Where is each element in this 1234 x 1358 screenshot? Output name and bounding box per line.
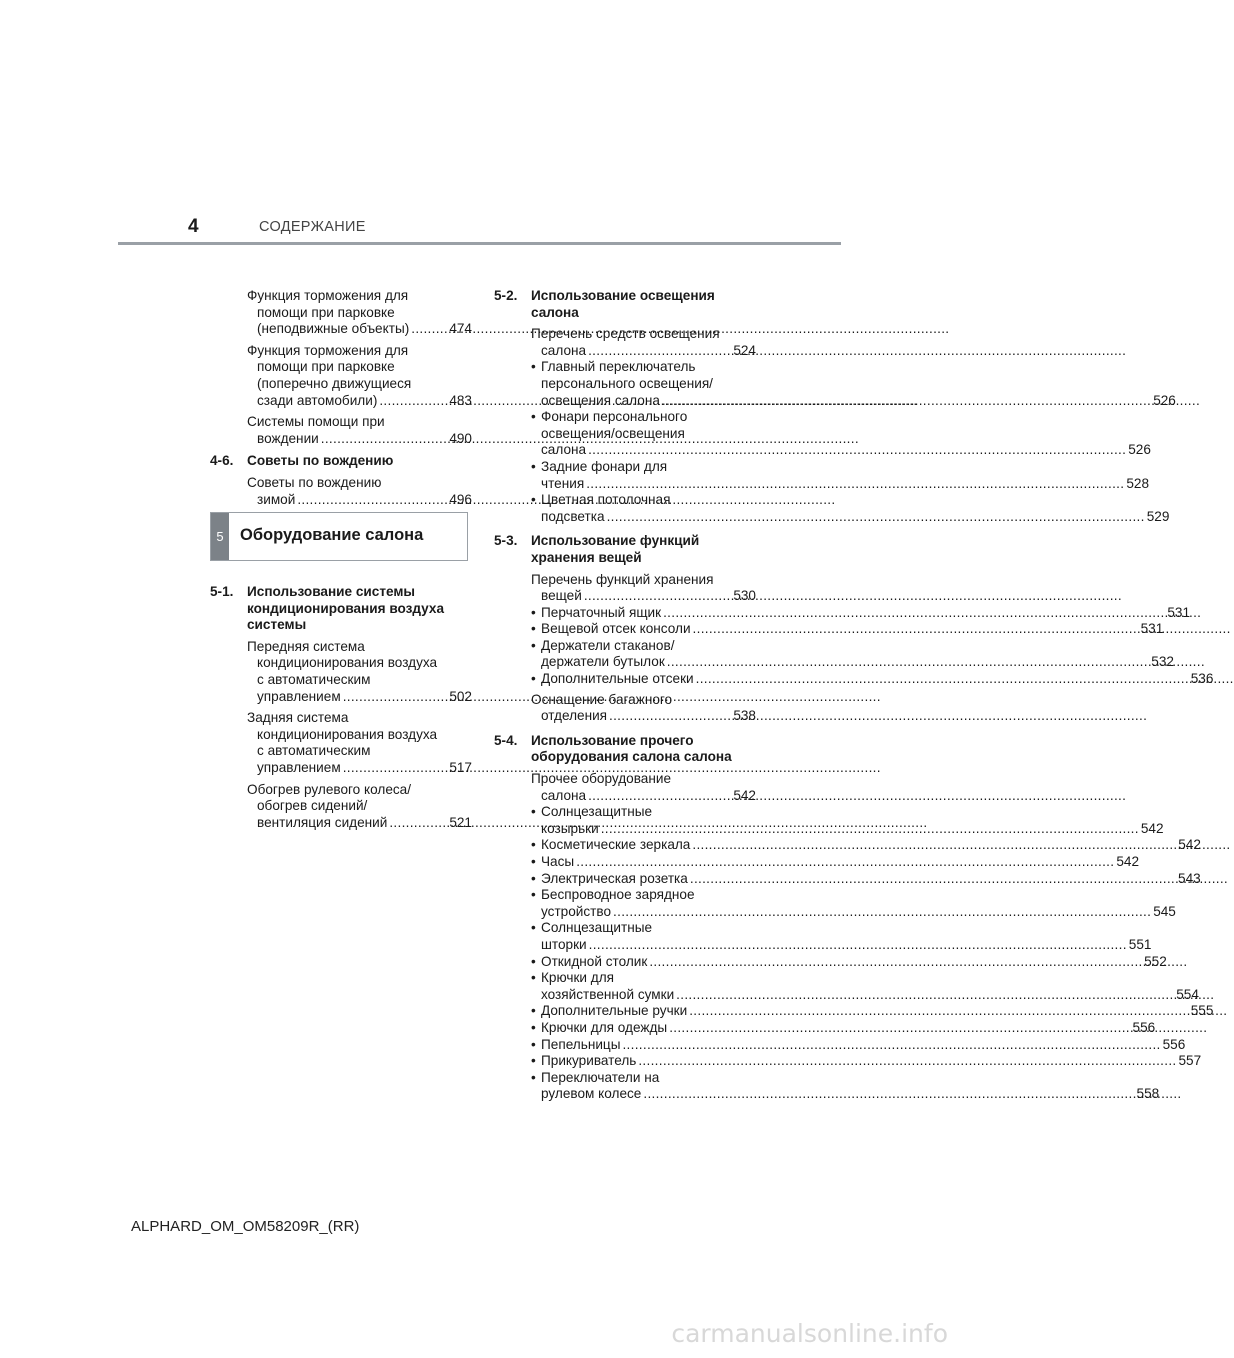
toc-entry	[531, 771, 756, 804]
toc-bullet-last-line	[541, 621, 1163, 638]
subsection-number: 5-3.	[494, 533, 518, 549]
toc-entry-line: Функция торможения для	[247, 288, 409, 303]
page-ref: 531	[1167, 604, 1191, 620]
toc-bullet-body	[541, 1020, 1155, 1037]
bullet-marker: •	[531, 637, 536, 653]
bullet-marker: •	[531, 458, 536, 474]
toc-entry-last-line	[531, 708, 756, 725]
leader-dots	[663, 605, 1165, 622]
page-ref: 529	[1146, 508, 1170, 524]
toc-entry	[531, 326, 756, 359]
leader-dots	[609, 708, 731, 725]
toc-entry	[247, 475, 472, 508]
toc-bullet-line: Главный переключатель	[541, 359, 696, 375]
page-ref: 526	[1153, 392, 1176, 408]
toc-bullet-last-line	[541, 904, 1176, 921]
toc-bullet-item	[531, 887, 1176, 920]
toc-bullet-label: Косметические зеркала	[541, 837, 691, 853]
toc-bullet-body	[541, 459, 1149, 492]
toc-entry	[247, 414, 472, 447]
toc-bullet-label: устройство	[541, 903, 612, 919]
subsection-heading	[494, 733, 756, 766]
page-ref: 524	[733, 342, 756, 358]
bullet-marker: •	[531, 887, 536, 903]
toc-entry-last-line	[531, 588, 756, 605]
bullet-marker: •	[531, 837, 536, 853]
subsection-number: 4-6.	[210, 453, 234, 469]
subsection-title	[531, 288, 756, 321]
leader-dots	[589, 937, 1127, 954]
toc-bullet-label: рулевом колесе	[541, 1086, 642, 1102]
toc-bullet-item	[531, 458, 1150, 492]
toc-bullet-label: Вещевой отсек консоли	[541, 621, 691, 637]
toc-bullet-line: Крючки для	[541, 970, 614, 986]
bullet-marker: •	[531, 970, 536, 986]
toc-bullet-item	[531, 1053, 1202, 1070]
toc-entry-label: вождении	[257, 430, 319, 446]
leader-dots	[662, 393, 1151, 410]
toc-bullet-last-line	[541, 854, 1139, 871]
bullet-marker: •	[531, 1053, 536, 1069]
toc-entry	[247, 343, 472, 409]
toc-bullet-last-line	[541, 937, 1151, 954]
toc-bullet-body	[541, 605, 1190, 622]
toc-bullet-last-line	[541, 654, 1174, 671]
page-ref: 551	[1128, 936, 1152, 952]
toc-bullet-line: освещения/освещения	[541, 425, 685, 441]
toc-bullet-line: Беспроводное зарядное	[541, 887, 695, 903]
toc-entry-line: Функция торможения для	[247, 342, 409, 358]
toc-bullet-body	[541, 837, 1201, 854]
toc-bullet-label: чтения	[541, 475, 585, 491]
toc-bullet-line: Держатели стаканов/	[541, 637, 675, 653]
toc-entry-label: управлением	[257, 688, 341, 704]
toc-bullet-last-line	[541, 954, 1167, 971]
toc-entry-text	[247, 414, 472, 447]
leader-dots	[689, 1003, 1189, 1020]
toc-bullet-body	[541, 954, 1167, 971]
section-title: СОДЕРЖАНИЕ	[259, 219, 366, 235]
bullet-marker: •	[531, 621, 536, 637]
bullet-marker: •	[531, 1036, 536, 1052]
toc-bullet-label: освещения салона	[541, 392, 660, 408]
bullet-marker: •	[531, 359, 536, 375]
bullet-marker: •	[531, 854, 536, 869]
leader-dots	[693, 621, 1139, 638]
toc-entry-line: Советы по вождению	[247, 474, 382, 490]
toc-bullet-line: Солнцезащитные	[541, 804, 653, 820]
leader-dots	[297, 492, 447, 509]
toc-bullet-last-line	[541, 509, 1169, 526]
leader-dots	[690, 871, 1176, 888]
toc-entry	[247, 710, 472, 776]
toc-bullet-item	[531, 409, 1151, 459]
subsection-number: 5-4.	[494, 732, 518, 748]
leader-dots	[588, 788, 731, 805]
chapter-box	[210, 512, 468, 561]
toc-bullet-body	[541, 1003, 1213, 1020]
toc-bullet-line: Переключатели на	[541, 1069, 660, 1085]
leader-dots	[576, 854, 1114, 871]
subsection-title-line: салона	[531, 304, 579, 320]
toc-entry-text	[531, 326, 756, 359]
toc-entry-label: вентиляция сидений	[257, 814, 388, 830]
toc-bullet-body	[541, 887, 1176, 920]
page-ref: 554	[1176, 986, 1199, 1002]
toc-bullet-item	[531, 837, 1201, 854]
page-ref: 490	[449, 430, 472, 446]
toc-bullet-item	[531, 1019, 1156, 1037]
leader-dots	[643, 1086, 1134, 1103]
page-ref: 517	[449, 759, 472, 775]
toc-bullet-label: Перчаточный ящик	[541, 604, 662, 620]
page-ref: 542	[1140, 820, 1164, 836]
subsection-title	[247, 584, 472, 634]
subsection-title-line: Использование системы	[247, 584, 416, 599]
toc-entry-line: помощи при парковке	[257, 359, 395, 375]
toc-bullet-body	[541, 854, 1139, 871]
toc-entry-label: зимой	[257, 491, 296, 507]
leader-dots	[696, 671, 1189, 688]
toc-bullet-body	[541, 671, 1213, 688]
toc-entry-label: управлением	[257, 759, 341, 775]
leader-dots	[379, 393, 447, 410]
toc-entry-text	[247, 343, 472, 409]
toc-bullet-body	[541, 621, 1163, 638]
page-ref: 558	[1136, 1086, 1160, 1102]
toc-entry-text	[247, 710, 472, 776]
subsection-title: Советы по вождению	[247, 453, 394, 469]
toc-bullet-item	[531, 671, 1214, 688]
toc-bullet-item	[531, 920, 1152, 953]
toc-bullet-last-line	[541, 987, 1199, 1004]
toc-entry-line: (поперечно движущиеся	[257, 375, 412, 391]
page-ref: 542	[1116, 854, 1140, 869]
toc-entry-line: Перечень средств освещения	[531, 326, 720, 342]
leader-dots	[613, 904, 1151, 921]
toc-entry-text	[247, 782, 472, 832]
toc-bullet-last-line	[541, 821, 1164, 838]
page-ref: 530	[733, 588, 756, 604]
page-ref: 536	[1190, 671, 1214, 687]
toc-bullet-line: Солнцезащитные	[541, 920, 653, 936]
toc-entry-text	[247, 475, 472, 508]
toc-bullet-line: Фонари персонального	[541, 409, 688, 425]
toc-entry-text	[531, 572, 756, 605]
toc-bullet-item	[531, 870, 1201, 888]
toc-bullet-label: Откидной столик	[541, 953, 648, 969]
page-ref: 538	[733, 708, 756, 724]
toc-entry-line: Прочее оборудование	[531, 771, 672, 787]
toc-entry-last-line	[247, 393, 472, 410]
toc-bullet-item	[531, 1003, 1214, 1020]
toc-bullet-last-line	[541, 1003, 1213, 1020]
toc-bullet-last-line	[541, 476, 1149, 493]
toc-entry-line: Обогрев рулевого колеса/	[247, 781, 412, 797]
page-ref: 542	[733, 787, 756, 803]
left-column	[210, 288, 472, 513]
page-ref: 543	[1178, 870, 1201, 886]
toc-bullet-label: козырьки	[541, 820, 599, 836]
subsection-title	[531, 533, 756, 566]
leader-dots	[669, 1020, 1130, 1037]
toc-bullet-item	[531, 637, 1174, 671]
page-ref: 555	[1190, 1003, 1214, 1019]
subsection-title-line: Использование освещения	[531, 288, 715, 303]
chapter-title: Оборудование салона	[240, 526, 424, 544]
bullet-marker: •	[531, 804, 536, 820]
toc-entry-last-line	[247, 431, 472, 448]
toc-entry-line: с автоматическим	[257, 743, 371, 759]
leader-dots	[692, 837, 1176, 854]
page-ref: 496	[449, 491, 472, 507]
bullet-marker: •	[531, 953, 536, 969]
toc-bullet-last-line	[541, 1037, 1185, 1054]
toc-entry-line: обогрев сидений/	[257, 798, 368, 814]
toc-bullet-label: хозяйственной сумки	[541, 986, 675, 1002]
leader-dots	[607, 509, 1145, 526]
subsection-heading	[494, 533, 756, 566]
toc-entry-last-line	[247, 815, 472, 832]
toc-entry	[247, 639, 472, 705]
toc-entry-label: салона	[541, 342, 587, 358]
toc-entry-last-line	[247, 689, 472, 706]
leader-dots	[667, 654, 1150, 671]
leader-dots	[584, 588, 731, 605]
toc-entry-line: кондиционирования воздуха	[257, 655, 438, 671]
leader-dots	[638, 1053, 1176, 1070]
toc-bullet-item	[531, 492, 1170, 525]
watermark: carmanualsonline.info	[671, 1319, 948, 1348]
bullet-marker: •	[531, 1003, 536, 1019]
subsection-title-line: кондиционирования воздуха	[247, 600, 445, 616]
toc-bullet-body	[541, 804, 1164, 837]
toc-bullet-label: Прикуриватель	[541, 1053, 637, 1069]
page-ref: 542	[1178, 837, 1201, 853]
toc-entry-last-line	[531, 788, 756, 805]
toc-bullet-label: подсветка	[541, 508, 605, 524]
subsection-title	[531, 733, 756, 766]
toc-bullet-body	[541, 359, 1176, 409]
toc-bullet-label: Дополнительные ручки	[541, 1003, 688, 1019]
toc-entry-label: сзади автомобили)	[257, 392, 378, 408]
leader-dots	[601, 821, 1139, 838]
toc-entry-text	[531, 771, 756, 804]
toc-entry-text	[247, 639, 472, 705]
bullet-marker: •	[531, 492, 536, 508]
toc-bullet-last-line	[541, 671, 1213, 688]
page-ref: 502	[449, 688, 472, 704]
leader-dots	[588, 343, 731, 360]
toc-bullet-body	[541, 920, 1151, 953]
leader-dots	[649, 954, 1142, 971]
toc-bullet-last-line	[541, 871, 1201, 888]
toc-bullet-body	[541, 492, 1169, 525]
subsection-heading	[210, 453, 472, 470]
toc-entry	[247, 288, 472, 338]
subsection-title-line: системы	[247, 617, 307, 633]
toc-entry-line: Оснащение багажного	[531, 691, 673, 707]
page-ref: 556	[1132, 1019, 1156, 1035]
leader-dots	[676, 987, 1174, 1004]
toc-bullet-label: Электрическая розетка	[541, 870, 688, 886]
toc-bullet-body	[541, 409, 1151, 459]
page-ref: 528	[1126, 475, 1150, 491]
subsection-title-line: Использование прочего	[531, 732, 694, 748]
toc-entry-last-line	[531, 343, 756, 360]
page-ref: 545	[1153, 903, 1176, 919]
bullet-marker: •	[531, 409, 536, 425]
toc-bullet-item	[531, 854, 1140, 871]
toc-bullet-label: шторки	[541, 936, 587, 952]
toc-entry-last-line	[247, 760, 472, 777]
left-column-lower	[210, 578, 472, 836]
toc-bullet-body	[541, 871, 1201, 888]
subsection-title-line: оборудования салона салона	[531, 749, 732, 765]
toc-entry-last-line	[247, 492, 472, 509]
toc-bullet-label: Дополнительные отсеки	[541, 671, 694, 687]
bullet-marker: •	[531, 604, 536, 620]
toc-entry-last-line	[247, 321, 472, 338]
leader-dots	[343, 689, 448, 706]
toc-bullet-item	[531, 970, 1199, 1003]
page-ref: 474	[449, 321, 472, 337]
chapter-number-tab: 5	[211, 513, 229, 560]
toc-bullet-body	[541, 1037, 1185, 1054]
toc-entry	[531, 692, 756, 725]
toc-bullet-item	[531, 1069, 1160, 1103]
header-divider	[118, 242, 841, 245]
leader-dots	[389, 815, 447, 832]
leader-dots	[321, 431, 448, 448]
subsection-number: 5-1.	[210, 584, 234, 599]
leader-dots	[622, 1037, 1160, 1054]
toc-bullet-item	[531, 953, 1167, 971]
toc-bullet-body	[541, 1053, 1201, 1070]
subsection-title-line: Использование функций	[531, 533, 700, 549]
toc-bullet-label: салона	[541, 442, 587, 458]
toc-bullet-label: Пепельницы	[541, 1036, 621, 1052]
bullet-marker: •	[531, 1019, 536, 1035]
page-ref: 552	[1144, 953, 1167, 969]
page-ref: 521	[449, 814, 472, 830]
toc-entry-label: (неподвижные объекты)	[257, 321, 410, 337]
toc-entry-label: отделения	[541, 708, 608, 724]
toc-bullet-item	[531, 804, 1164, 837]
toc-entry-text	[247, 288, 472, 338]
toc-bullet-item	[531, 1036, 1186, 1054]
page-ref: 483	[449, 392, 472, 408]
toc-bullet-label: держатели бутылок	[541, 654, 665, 670]
toc-bullet-line: персонального освещения/	[541, 375, 713, 391]
toc-entry-line: помощи при парковке	[257, 304, 395, 320]
subsection-number: 5-2.	[494, 288, 518, 303]
toc-entry-line: Перечень функций хранения	[531, 571, 714, 587]
toc-bullet-item	[531, 359, 1176, 409]
toc-bullet-last-line	[541, 442, 1151, 459]
toc-entry-line: Передняя система	[247, 638, 365, 654]
toc-bullet-last-line	[541, 393, 1176, 410]
page-ref: 531	[1140, 621, 1164, 637]
subsection-heading	[210, 584, 472, 634]
toc-bullet-line: Цветная потолочная	[541, 492, 671, 508]
bullet-marker: •	[531, 870, 536, 886]
toc-bullet-label: Крючки для одежды	[541, 1019, 668, 1035]
document-code: ALPHARD_OM_OM58209R_(RR)	[131, 1218, 360, 1235]
toc-bullet-last-line	[541, 1086, 1159, 1103]
page-ref: 526	[1128, 442, 1151, 458]
subsection-heading	[494, 288, 756, 321]
bullet-marker: •	[531, 1069, 536, 1085]
leader-dots	[586, 476, 1124, 493]
toc-entry-label: вещей	[541, 588, 582, 604]
toc-entry-line: Задняя система	[247, 710, 349, 726]
toc-entry-line: с автоматическим	[257, 671, 371, 687]
page-ref: 556	[1162, 1036, 1186, 1052]
toc-bullet-label: Часы	[541, 854, 575, 869]
page-number: 4	[188, 216, 199, 237]
toc-entry	[247, 782, 472, 832]
toc-entry	[531, 572, 756, 605]
page-ref: 557	[1178, 1053, 1202, 1069]
toc-bullet-last-line	[541, 1053, 1201, 1070]
toc-bullet-item	[531, 621, 1164, 638]
toc-entry-line: кондиционирования воздуха	[257, 726, 438, 742]
toc-bullet-body	[541, 1070, 1159, 1103]
leader-dots	[588, 442, 1126, 459]
bullet-marker: •	[531, 920, 536, 936]
right-column	[494, 288, 1214, 1103]
toc-bullet-body	[541, 970, 1199, 1003]
subsection-title-line: хранения вещей	[531, 549, 642, 565]
toc-bullet-body	[541, 638, 1174, 671]
leader-dots	[343, 760, 448, 777]
toc-entry-line: Системы помощи при	[247, 414, 385, 430]
toc-bullet-last-line	[541, 1020, 1155, 1037]
toc-entry-text	[531, 692, 756, 725]
bullet-marker: •	[531, 671, 536, 687]
page-ref: 532	[1151, 654, 1174, 670]
toc-entry-label: салона	[541, 787, 587, 803]
toc-bullet-item	[531, 604, 1191, 622]
toc-bullet-line: Задние фонари для	[541, 458, 668, 474]
toc-bullet-last-line	[541, 837, 1201, 854]
toc-bullet-last-line	[541, 605, 1190, 622]
leader-dots	[411, 321, 447, 338]
